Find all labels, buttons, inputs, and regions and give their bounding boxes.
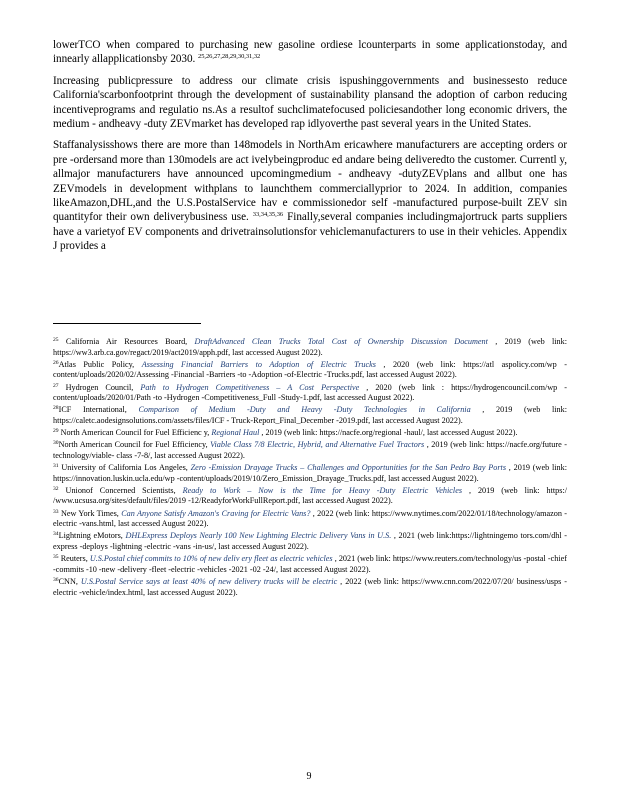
paragraph-3: Staffanalysisshows there are more than 148models in NorthAm ericawhere manufacturers are accepting orders or pre -ordersand more than 130models are act ivelybeingproduc ed andare being deliveredto the customer. Currentl y, allmajor manufacturers have announced upcomingmedium - andheavy -dutyZEVplans and allbut one has ZEVmodels in development withplans to launchthem commerciallyprior to 2024. In addition, companies likeAmazon,DHL,and the U.S.PostalService hav e commissionedor self -manufactured purpose-built ZEV sin quantityfor their own deliverybusiness use. $^{33,34,35,36}$ Finally,several companies includingmajortruck parts suppliers have a varietyof EV components and drivetrainsolutionsfor vehiclemanufacturers to use in their vehicles. Appendix J provides a [53,139,568,253]
footnote: $^{36}$CNN, U.S.Postal Service says at least 40% of new delivery trucks will be electric , 2022 (web link: https://www.cnn.com/2022/07/20/ business/usps -electric -vehicle/index.html, last accessed August 2022). [53,577,567,597]
citation-refs: 33,34,35,36 [252,211,284,219]
footnote: $^{30}$North American Council for Fuel Efficiency, Viable Class 7/8 Electric, Hybrid, and Alternative Fuel Tractors , 2019 (web link: https://nacfe.org/future -technology/viable- class -7-8/, last accessed August 2022). [53,440,567,460]
footnote: $^{34}$Lightning eMotors, DHLExpress Deploys Nearly 100 New Lightning Electric Delivery Vans in U.S. , 2021 (web link:https://lightningemo tors.com/dhl -express -deploys -lightning -electric -vans -in-us/, last accessed August 2022). [53,531,567,552]
footnote: $^{28}$ICF International, Comparison of Medium -Duty and Heavy -Duty Technologies in California , 2019 (web link: https://caletc.aodesignsolutions.com/assets/files/ICF - Truck-Report_Final_December -2019.pdf, last accessed August 2022). [53,405,567,425]
footnote: $^{29}$ North American Council for Fuel Efficienc y, Regional Haul , 2019 (web link: https://nacfe.org/regional -haul/, last accessed August 2022). [53,428,518,438]
footnote-title[interactable]: Zero -Emission Drayage Trucks – Challenges and Opportunities for the San Pedro Bay Ports [190,463,507,473]
footnote: $^{31}$ University of California Los Angeles, Zero -Emission Drayage Trucks – Challenges and Opportunities for the San Pedro Bay Ports , 2019 (web link: https://innovation.luskin.ucla.edu/wp -content/uploads/2019/10/Zero_Emission_Drayage_Trucks.pdf, last accessed August 2022). [53,463,567,483]
page-number: 9 [306,771,312,782]
footnote-title[interactable]: DHLExpress Deploys Nearly 100 New Lightning Electric Delivery Vans in U.S. [125,531,392,541]
footnotes [53,337,567,600]
footnote: $^{27}$ Hydrogen Council, Path to Hydrogen Competitiveness – A Cost Perspective , 2020 (web link : https://hydrogencouncil.com/wp -content/uploads/2020/01/Path -to -Hydrogen -Competitiveness_Full -Study-1.pdf, last accessed August 2022). [53,382,568,403]
footnote-title[interactable]: Path to Hydrogen Competitiveness – A Cost Perspective [140,382,360,392]
citation-refs: 25,26,27,28,29,30,31,32 [198,53,261,61]
main-body [53,38,567,261]
footnote-separator [53,323,201,324]
footnote: $^{33}$ New York Times, Can Anyone Satisfy Amazon's Craving for Electric Vans? , 2022 (web link: https://www.nytimes.com/2022/01/18/technology/amazon -electric -vans.html, last accessed August 2022). [53,508,568,529]
footnote-title[interactable]: Viable Class 7/8 Electric, Hybrid, and Alternative Fuel Tractors [210,440,425,450]
footnote: $^{26}$Atlas Public Policy, Assessing Financial Barriers to Adoption of Electric Trucks , 2020 (web link: https://atl aspolicy.com/wp -content/uploads/2020/02/Assessing -Financial -Barriers -to -Adoption -of-Electric -Trucks.pdf, last accessed August 2022). [53,359,567,380]
paragraph-2: Increasing publicpressure to address our climate crisis ispushinggovernments and businessesto reduce California'scarbonfootprint through the development of sustainability plansand the adoption of carbon reducing incentiveprograms and regulatio ns.As a resultof suchclimatefocused policiesandother long economic drivers, the medium - andheavy -duty ZEVmarket has developed rap idlyoverthe past several years in the United States. [53,74,567,131]
footnote: $^{32}$ Unionof Concerned Scientists, Ready to Work – Now is the Time for Heavy -Duty Electric Vehicles , 2019 (web link: https:/ /www.ucsusa.org/sites/default/files/2019 -12/ReadyforWorkFullReport.pdf, last accessed August 2022). [53,485,567,506]
footnote-title[interactable]: Comparison of Medium -Duty and Heavy -Duty Technologies in California [138,405,471,415]
footnote-title[interactable]: Regional Haul [211,428,260,438]
footnote-title[interactable]: U.S.Postal chief commits to 10% of new deliv ery fleet as electric vehicles [89,554,333,564]
footnote-title[interactable]: Assessing Financial Barriers to Adoption of Electric Trucks [141,359,376,369]
footnote-title[interactable]: Ready to Work – Now is the Time for Heavy -Duty Electric Vehicles [182,485,463,495]
footnote-title[interactable]: Can Anyone Satisfy Amazon's Craving for Electric Vans? [121,508,311,518]
footnote-title[interactable]: DraftAdvanced Clean Trucks Total Cost of Ownership Discussion Document [194,337,488,346]
footnote: $^{35}$ Reuters, U.S.Postal chief commits to 10% of new deliv ery fleet as electric vehicles , 2021 (web link: https://www.reuters.com/technology/us -postal -chief -commits -10 -new -delivery -fleet -electric -vehicles -2021 -02 -24/, last accessed August 2022). [53,554,568,574]
footnote: $^{25}$ California Air Resources Board, DraftAdvanced Clean Trucks Total Cost of Ownership Discussion Document , 2019 (web link: https://ww3.arb.ca.gov/regact/2019/act2019/apph.pdf, last accessed August 2022). [53,337,567,357]
footnote-title[interactable]: U.S.Postal Service says at least 40% of new delivery trucks will be electric [80,577,338,586]
paragraph-1: lowerTCO when compared to purchasing new gasoline ordiese lcounterparts in some applicationstoday, and innearly allapplicationsby 2030. $^{25,26,27,28,29,30,31,32}$ [53,39,567,66]
